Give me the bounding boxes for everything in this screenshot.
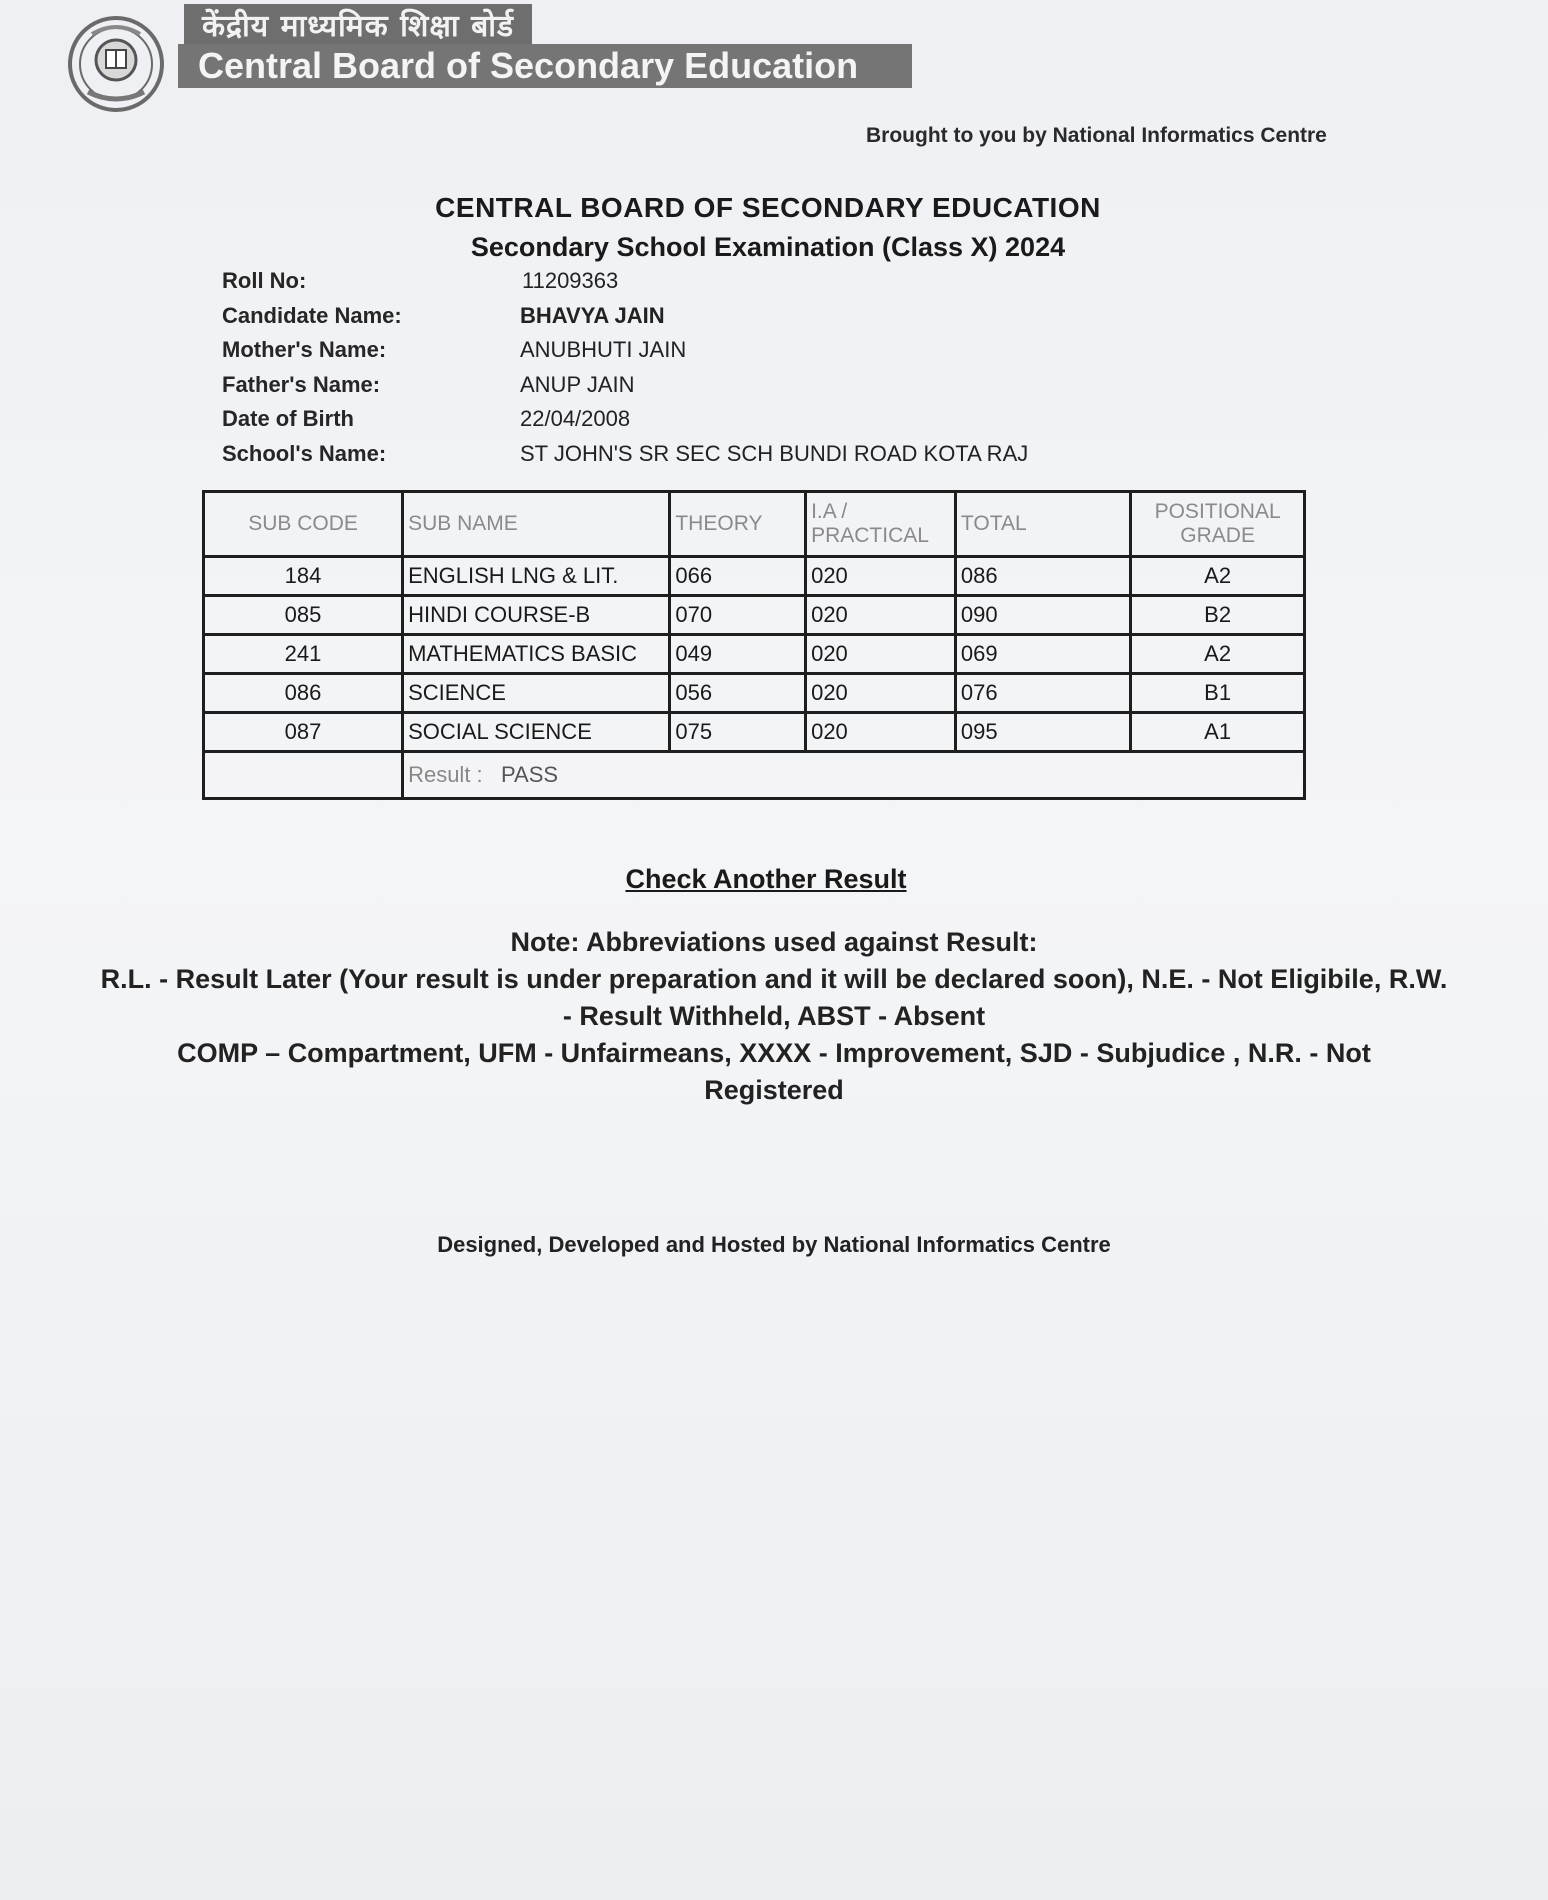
roll-label: Roll No:: [222, 268, 307, 293]
result-row: [204, 752, 1305, 799]
father-row: [222, 372, 1122, 407]
header-sub-name: SUB NAME: [403, 492, 670, 557]
header-grade: POSITIONAL GRADE: [1131, 492, 1305, 557]
name-row: [222, 303, 1122, 338]
roll-row: [222, 268, 1122, 303]
school-label: School's Name:: [222, 440, 387, 466]
practical-cell: 020: [806, 674, 956, 713]
table-row: [204, 674, 1305, 713]
name-value: BHAVYA JAIN: [520, 302, 665, 328]
total-cell: 076: [955, 674, 1130, 713]
name-label: Candidate Name:: [222, 302, 402, 328]
grade-cell: B1: [1131, 674, 1305, 713]
theory-cell: 070: [670, 596, 806, 635]
exam-title: Secondary School Examination (Class X) 2024: [470, 232, 1066, 262]
practical-cell: 020: [806, 635, 956, 674]
mother-label: Mother's Name:: [222, 337, 387, 362]
sub-name-cell: HINDI COURSE-B: [403, 596, 670, 635]
sub-code-cell: 085: [204, 596, 403, 635]
table-row: [204, 713, 1305, 752]
father-value: ANUP JAIN: [520, 371, 635, 397]
sub-name-cell: SOCIAL SCIENCE: [403, 713, 670, 752]
banner-english: Central Board of Secondary Education: [178, 44, 912, 88]
table-row: [204, 557, 1305, 596]
check-another-result-label[interactable]: Check Another Result: [625, 864, 907, 894]
header-theory: THEORY: [670, 492, 806, 557]
mother-value: ANUBHUTI JAIN: [520, 337, 687, 362]
sub-name-cell: MATHEMATICS BASIC: [403, 635, 670, 674]
candidate-info: [222, 268, 1122, 475]
theory-cell: 066: [670, 557, 806, 596]
brought-by-text: Brought to you by National Informatics Centre: [866, 124, 1327, 147]
practical-cell: 020: [806, 557, 956, 596]
theory-cell: 056: [670, 674, 806, 713]
note-line-1: R.L. - Result Later (Your result is under preparation and it will be declared soon), N.E. - Not Eligibile, R.W.: [100, 964, 1448, 994]
marks-table: [202, 490, 1306, 800]
practical-cell: 020: [806, 713, 956, 752]
check-another-result-link[interactable]: [0, 864, 1548, 895]
school-row: [222, 441, 1122, 476]
total-cell: 095: [955, 713, 1130, 752]
note-line-4: Registered: [704, 1075, 844, 1105]
practical-cell: 020: [806, 596, 956, 635]
title-block: [428, 192, 1108, 263]
grade-cell: A2: [1131, 557, 1305, 596]
grade-cell: B2: [1131, 596, 1305, 635]
theory-cell: 049: [670, 635, 806, 674]
school-value: ST JOHN'S SR SEC SCH BUNDI ROAD KOTA RAJ: [520, 440, 1029, 466]
footer-text: Designed, Developed and Hosted by National Informatics Centre: [437, 1232, 1111, 1257]
roll-value: 11209363: [522, 268, 619, 293]
header-practical: I.A / PRACTICAL: [806, 492, 956, 557]
header-sub-code: SUB CODE: [204, 492, 403, 557]
result-cell: [403, 752, 1305, 799]
mother-row: [222, 337, 1122, 372]
result-empty-cell: [204, 752, 403, 799]
note-line-3: COMP – Compartment, UFM - Unfairmeans, XXXX - Improvement, SJD - Subjudice , N.R. - Not: [177, 1038, 1371, 1068]
result-value: PASS: [501, 762, 559, 787]
dob-value: 22/04/2008: [520, 406, 631, 431]
table-row: [204, 635, 1305, 674]
header-total: TOTAL: [955, 492, 1130, 557]
theory-cell: 075: [670, 713, 806, 752]
result-label: Result :: [408, 762, 483, 787]
dob-label: Date of Birth: [222, 406, 354, 431]
table-row: [204, 596, 1305, 635]
sub-code-cell: 184: [204, 557, 403, 596]
dob-row: [222, 406, 1122, 441]
board-title: CENTRAL BOARD OF SECONDARY EDUCATION: [435, 192, 1101, 223]
grade-cell: A2: [1131, 635, 1305, 674]
grade-cell: A1: [1131, 713, 1305, 752]
total-cell: 069: [955, 635, 1130, 674]
total-cell: 086: [955, 557, 1130, 596]
cbse-emblem-icon: [66, 14, 166, 114]
total-cell: 090: [955, 596, 1130, 635]
sub-code-cell: 241: [204, 635, 403, 674]
banner-hindi: केंद्रीय माध्यमिक शिक्षा बोर्ड: [184, 4, 532, 50]
note-heading: Note: Abbreviations used against Result:: [510, 927, 1038, 957]
note-line-2: - Result Withheld, ABST - Absent: [562, 1001, 986, 1031]
father-label: Father's Name:: [222, 371, 381, 397]
sub-name-cell: ENGLISH LNG & LIT.: [403, 557, 670, 596]
abbreviations-note: [0, 924, 1548, 1109]
sub-name-cell: SCIENCE: [403, 674, 670, 713]
sub-code-cell: 086: [204, 674, 403, 713]
sub-code-cell: 087: [204, 713, 403, 752]
table-header-row: [204, 492, 1305, 557]
